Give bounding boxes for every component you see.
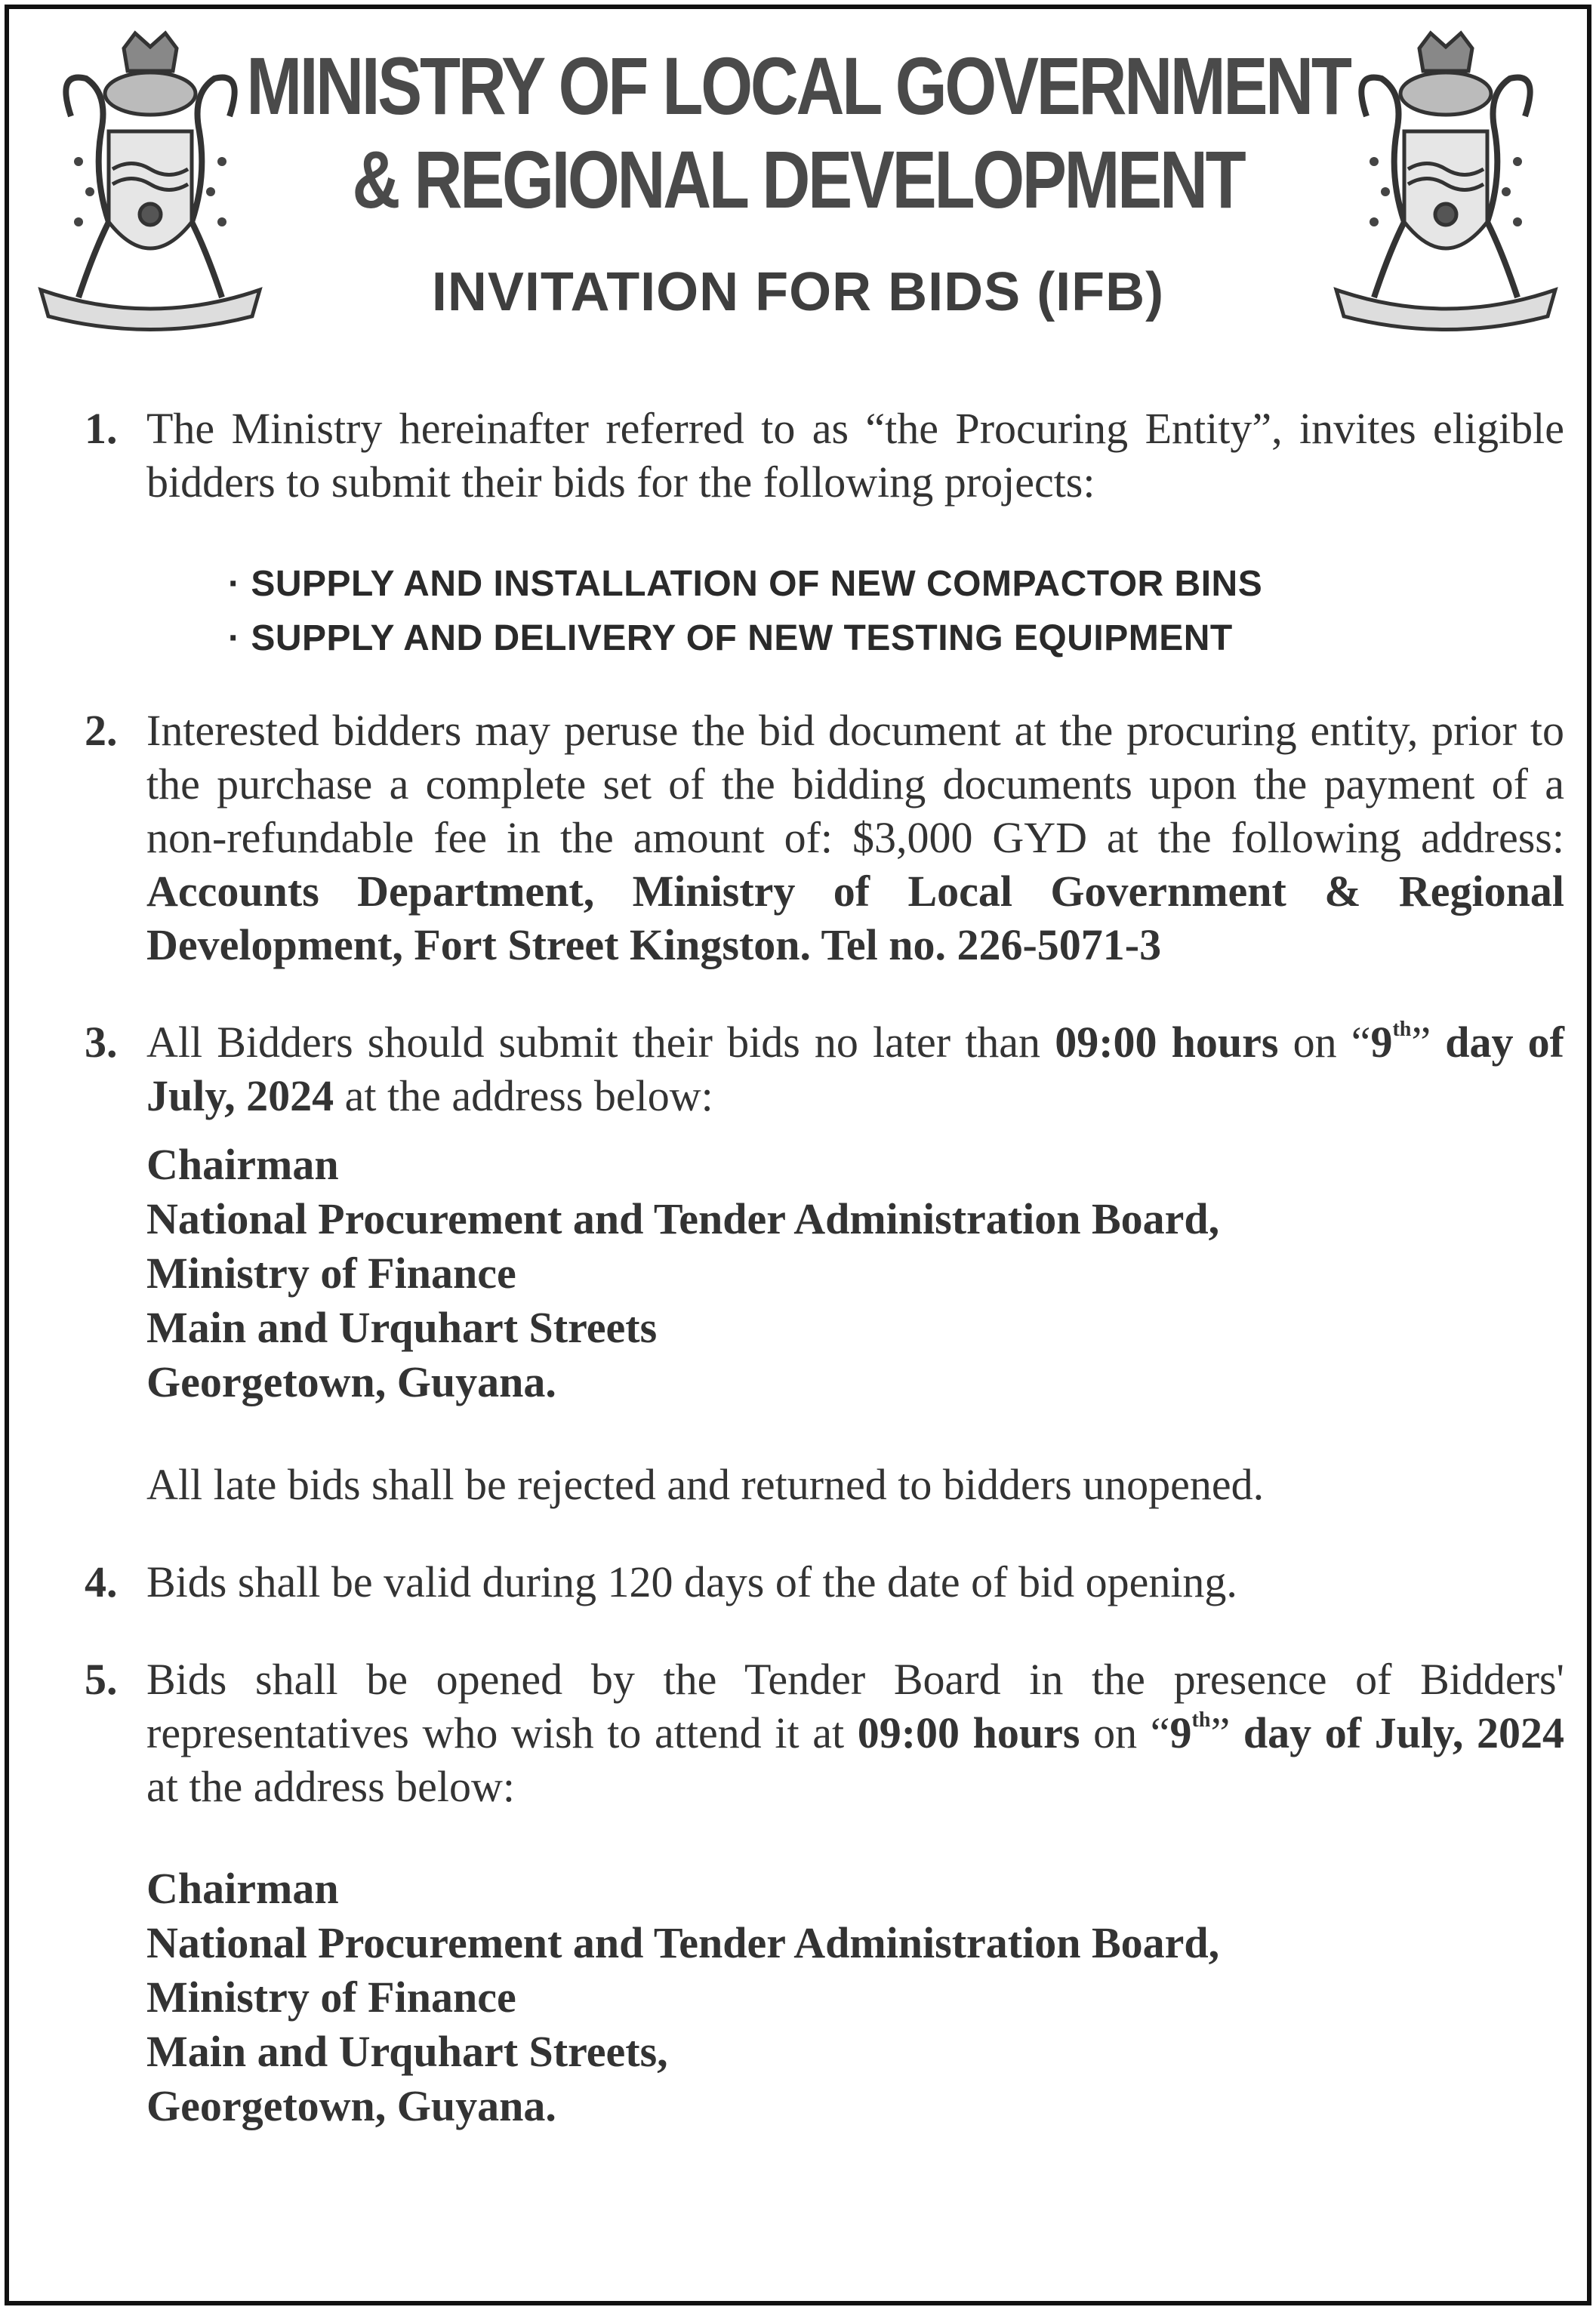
clause-text: ” bbox=[1210, 1708, 1243, 1757]
opening-date: day of July, 2024 bbox=[1243, 1708, 1564, 1757]
address-line: Chairman bbox=[146, 1140, 339, 1189]
accounts-department-address: Accounts Department, Ministry of Local Government & Regional Development, Fort Street Kingston. Tel no. 226-5071-3 bbox=[146, 867, 1564, 969]
clause-text: on “ bbox=[1278, 1018, 1371, 1067]
clause-text: at the address below: bbox=[334, 1071, 713, 1120]
clause-2 bbox=[85, 704, 1564, 972]
clause-number: 1. bbox=[85, 404, 118, 453]
clause-1 bbox=[85, 402, 1564, 509]
clause-number: 2. bbox=[85, 706, 118, 755]
submission-address bbox=[146, 1138, 1564, 1409]
clause-text: ” bbox=[1411, 1018, 1446, 1067]
clause-3 bbox=[85, 1015, 1564, 1511]
notice-header bbox=[9, 39, 1587, 323]
submission-time: 09:00 hours bbox=[1055, 1018, 1279, 1067]
address-line: Ministry of Finance bbox=[146, 1973, 516, 2022]
notice-body bbox=[85, 402, 1564, 2133]
opening-time: 09:00 hours bbox=[857, 1708, 1080, 1757]
clause-text: Bids shall be opened by the Tender Board in the presence of Bidders' representatives who wish to attend it at bbox=[146, 1655, 1564, 1757]
clause-text: The Ministry hereinafter referred to as “the Procuring Entity”, invites eligible bidders to submit their bids for the following projects: bbox=[146, 404, 1564, 507]
clause-number: 5. bbox=[85, 1655, 118, 1704]
opening-day: 9 bbox=[1169, 1708, 1192, 1757]
address-line: Georgetown, Guyana. bbox=[146, 1357, 556, 1406]
address-line: Ministry of Finance bbox=[146, 1249, 516, 1298]
late-bids-note: All late bids shall be rejected and returned to bidders unopened. bbox=[146, 1460, 1265, 1509]
clause-text: All Bidders should submit their bids no later than bbox=[146, 1018, 1055, 1067]
address-line: Georgetown, Guyana. bbox=[146, 2081, 556, 2130]
clause-number: 4. bbox=[85, 1557, 118, 1606]
clause-text: Interested bidders may peruse the bid document at the procuring entity, prior to the purchase a complete set of the bidding documents upon the payment of a non-refundable fee in the amount of: $3,000 GYD at the following address: bbox=[146, 706, 1564, 862]
address-line: National Procurement and Tender Administration Board, bbox=[146, 1918, 1220, 1967]
submission-date: day of July, 2024 bbox=[146, 1018, 1564, 1120]
ministry-name-line-1: MINISTRY OF LOCAL GOVERNMENT bbox=[246, 40, 1350, 131]
address-line: National Procurement and Tender Administration Board, bbox=[146, 1194, 1220, 1243]
ministry-name-line-2: & REGIONAL DEVELOPMENT bbox=[352, 134, 1244, 225]
ifb-notice bbox=[5, 5, 1591, 2305]
submission-day: 9 bbox=[1370, 1018, 1393, 1067]
address-line: Main and Urquhart Streets, bbox=[146, 2027, 668, 2076]
notice-title: INVITATION FOR BIDS (IFB) bbox=[431, 262, 1165, 322]
clause-text: at the address below: bbox=[146, 1762, 516, 1811]
address-line: Chairman bbox=[146, 1864, 339, 1913]
project-item: · SUPPLY AND DELIVERY OF NEW TESTING EQUIPMENT bbox=[228, 611, 1564, 666]
clause-text: on “ bbox=[1080, 1708, 1170, 1757]
address-line: Main and Urquhart Streets bbox=[146, 1303, 658, 1352]
ministry-name bbox=[151, 39, 1445, 226]
project-list bbox=[228, 557, 1564, 666]
project-item: · SUPPLY AND INSTALLATION OF NEW COMPACTOR BINS bbox=[228, 557, 1564, 611]
clause-4 bbox=[85, 1555, 1564, 1609]
opening-address bbox=[146, 1862, 1564, 2133]
day-suffix: th bbox=[1191, 1708, 1211, 1732]
clause-text: Bids shall be valid during 120 days of the date of bid opening. bbox=[146, 1557, 1237, 1606]
day-suffix: th bbox=[1392, 1017, 1412, 1041]
clause-5 bbox=[85, 1652, 1564, 2133]
clause-number: 3. bbox=[85, 1018, 118, 1067]
